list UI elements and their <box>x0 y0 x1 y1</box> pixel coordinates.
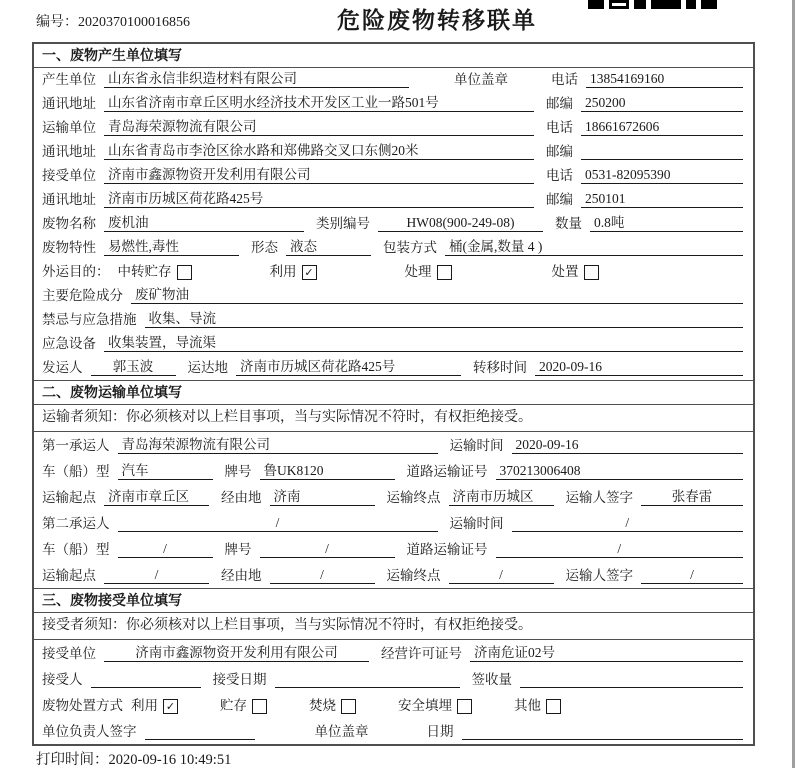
form-row <box>34 562 753 588</box>
field-label: 邮编 <box>546 96 573 111</box>
field-label: 邮编 <box>546 144 573 159</box>
field-label: 运输人签字 <box>565 568 633 583</box>
field-label: 转移时间 <box>473 360 527 375</box>
field-label: 经由地 <box>221 568 262 583</box>
field-value: 青岛海荣源物流有限公司 <box>118 437 438 454</box>
field-label: 运输终点 <box>386 490 441 505</box>
field-label: 运输起点 <box>42 490 96 505</box>
field-label: 通讯地址 <box>42 144 96 159</box>
section-header: 三、废物接受单位填写 <box>34 588 753 613</box>
field-value: 桶(金属,数量 4 ) <box>445 239 743 256</box>
form-row <box>34 284 753 308</box>
checkbox-label: 贮存 <box>220 698 247 713</box>
field-label: 产生单位 <box>42 72 96 87</box>
field-value: 废矿物油 <box>131 287 743 304</box>
checkbox-checked-icon: ✓ <box>302 265 317 280</box>
static-text: 单位盖章 <box>314 724 369 739</box>
section-2 <box>34 380 753 588</box>
form-row <box>34 640 753 666</box>
field-value: 收集装置，导流渠 <box>104 335 743 352</box>
field-label: 外运目的： <box>42 264 110 279</box>
field-value: 250200 <box>581 95 743 112</box>
field-value: 济南市鑫源物资开发利用有限公司 <box>104 645 369 662</box>
checkbox-group <box>118 264 192 280</box>
field-value: 2020-09-16 <box>535 359 743 376</box>
form-row <box>34 212 753 236</box>
checkbox-label: 利用 <box>269 264 297 279</box>
field-value: 张春雷 <box>641 489 743 506</box>
checkbox-checked-icon: ✓ <box>163 699 178 714</box>
checkbox-unchecked-icon <box>252 699 267 714</box>
form-row <box>34 236 753 260</box>
field-value: 0.8吨 <box>590 215 743 232</box>
field-value: / <box>260 541 395 558</box>
checkbox-label: 安全填埋 <box>398 698 452 713</box>
qr-block <box>686 0 696 9</box>
field-value: 济南市历城区荷花路425号 <box>236 359 461 376</box>
field-value: 济南市历城区荷花路425号 <box>104 191 534 208</box>
field-label: 运输终点 <box>386 568 441 583</box>
field-value: / <box>512 515 744 532</box>
checkbox-group <box>514 698 561 714</box>
field-label: 车（船）型 <box>42 542 110 557</box>
field-label: 电话 <box>546 168 573 183</box>
doc-number-value: 2020370100016856 <box>78 15 190 30</box>
field-label: 发运人 <box>42 360 83 375</box>
field-label: 牌号 <box>224 464 252 479</box>
field-label: 主要危险成分 <box>42 288 123 303</box>
form-row <box>34 458 753 484</box>
field-label: 运输起点 <box>42 568 96 583</box>
field-value: 370213006408 <box>496 463 744 480</box>
field-value: 收集、导流 <box>145 311 744 328</box>
field-value: 易燃性,毒性 <box>104 239 239 256</box>
field-value: 青岛海荣源物流有限公司 <box>104 119 534 136</box>
field-label: 道路运输证号 <box>406 464 488 479</box>
doc-number-label: 编号： <box>36 15 78 30</box>
form-row <box>34 164 753 188</box>
field-label: 日期 <box>426 724 454 739</box>
notice-text: 运输者须知：你必须核对以上栏目事项，当与实际情况不符时，有权拒绝接受。 <box>34 405 753 432</box>
field-label: 接受单位 <box>42 646 96 661</box>
field-label: 通讯地址 <box>42 192 96 207</box>
qr-block <box>651 0 681 9</box>
print-time-label: 打印时间： <box>36 752 109 768</box>
field-label: 应急设备 <box>42 336 96 351</box>
checkbox-group <box>405 264 452 280</box>
field-label: 单位负责人签字 <box>42 724 137 739</box>
field-value: 济南 <box>270 489 375 506</box>
section-header: 一、废物产生单位填写 <box>34 44 753 68</box>
field-value: 济南市鑫源物资开发利用有限公司 <box>104 167 534 184</box>
checkbox-group <box>131 698 178 714</box>
field-value: / <box>496 541 744 558</box>
checkbox-unchecked-icon <box>177 265 192 280</box>
field-value <box>462 724 744 740</box>
checkbox-label: 处置 <box>551 264 579 279</box>
field-label: 运输时间 <box>449 516 504 531</box>
qr-block <box>701 0 717 9</box>
field-value: / <box>104 567 209 584</box>
form-row <box>34 332 753 356</box>
checkbox-group <box>220 698 267 714</box>
field-label: 废物名称 <box>42 216 96 231</box>
field-value: 山东省济南市章丘区明水经济技术开发区工业一路501号 <box>104 95 534 112</box>
field-value: 山东省青岛市李沧区徐水路和郑佛路交叉口东侧20米 <box>104 143 534 160</box>
field-label: 接受人 <box>42 672 83 687</box>
field-value: 13854169160 <box>586 71 743 88</box>
field-value: 济南危证02号 <box>470 645 743 662</box>
field-label: 道路运输证号 <box>406 542 488 557</box>
field-value: 0531-82095390 <box>581 167 743 184</box>
form-row <box>34 92 753 116</box>
field-value: 鲁UK8120 <box>260 463 395 480</box>
field-value: 废机油 <box>104 215 304 232</box>
field-label: 牌号 <box>224 542 252 557</box>
field-value: 液态 <box>286 239 371 256</box>
form-row <box>34 188 753 212</box>
field-label: 第一承运人 <box>42 438 110 453</box>
field-value: / <box>270 567 375 584</box>
checkbox-group <box>398 698 472 714</box>
field-label: 邮编 <box>546 192 573 207</box>
qr-block <box>634 0 646 9</box>
field-value: / <box>641 567 743 584</box>
field-label: 运达地 <box>187 360 228 375</box>
checkbox-unchecked-icon <box>457 699 472 714</box>
form-row <box>34 308 753 332</box>
field-value <box>581 144 743 160</box>
field-value: 18661672606 <box>581 119 743 136</box>
checkbox-group <box>309 698 356 714</box>
checkbox-unchecked-icon <box>584 265 599 280</box>
checkbox-group <box>270 264 317 280</box>
field-label: 签收量 <box>471 672 512 687</box>
field-value: / <box>118 515 438 532</box>
field-label: 运输人签字 <box>565 490 633 505</box>
page-title: 危险废物转移联单 <box>337 7 537 33</box>
checkbox-unchecked-icon <box>546 699 561 714</box>
section-header: 二、废物运输单位填写 <box>34 380 753 405</box>
field-value: 汽车 <box>118 463 213 480</box>
qr-block <box>609 0 629 9</box>
field-label: 运输单位 <box>42 120 96 135</box>
form-row <box>34 356 753 380</box>
field-label: 数量 <box>555 216 582 231</box>
checkbox-label: 利用 <box>131 698 158 713</box>
field-value: 济南市章丘区 <box>104 489 209 506</box>
print-time-value: 2020-09-16 10:49:51 <box>108 752 232 768</box>
form-row <box>34 718 753 744</box>
field-value <box>520 672 743 688</box>
checkbox-unchecked-icon <box>341 699 356 714</box>
field-label: 电话 <box>551 72 578 87</box>
checkbox-label: 其他 <box>514 698 541 713</box>
section-3 <box>34 588 753 744</box>
checkbox-label: 焚烧 <box>309 698 336 713</box>
form-row <box>34 140 753 164</box>
field-label: 接受日期 <box>212 672 267 687</box>
checkbox-group <box>552 264 599 280</box>
form-row <box>34 432 753 458</box>
form-row <box>34 116 753 140</box>
form-row <box>34 68 753 92</box>
field-value: / <box>449 567 554 584</box>
field-label: 废物处置方式 <box>42 698 123 713</box>
field-value <box>145 724 255 740</box>
form-row <box>34 536 753 562</box>
qr-code-fragment-icon <box>588 0 717 9</box>
field-label: 通讯地址 <box>42 96 96 111</box>
section-1 <box>34 44 753 380</box>
field-label: 运输时间 <box>449 438 504 453</box>
page-edge-line <box>792 0 795 768</box>
form-row <box>34 692 753 718</box>
field-value: 郭玉波 <box>91 359 176 376</box>
checkbox-label: 中转贮存 <box>117 264 172 279</box>
field-value: 2020-09-16 <box>512 437 744 454</box>
static-text: 单位盖章 <box>454 72 508 87</box>
field-label: 禁忌与应急措施 <box>42 312 137 327</box>
field-label: 形态 <box>251 240 278 255</box>
form-row <box>34 260 753 284</box>
form-row <box>34 666 753 692</box>
field-label: 包装方式 <box>383 240 437 255</box>
qr-block <box>588 0 604 9</box>
field-value: / <box>118 541 213 558</box>
field-label: 废物特性 <box>42 240 96 255</box>
field-label: 第二承运人 <box>42 516 110 531</box>
field-value: 250101 <box>581 191 743 208</box>
field-label: 经由地 <box>221 490 262 505</box>
form-row <box>34 510 753 536</box>
field-value <box>91 672 201 688</box>
field-label: 类别编号 <box>316 216 370 231</box>
field-label: 接受单位 <box>42 168 96 183</box>
print-time <box>36 748 231 769</box>
field-label: 经营许可证号 <box>381 646 462 661</box>
notice-text: 接受者须知：你必须核对以上栏目事项，当与实际情况不符时，有权拒绝接受。 <box>34 613 753 640</box>
field-label: 电话 <box>546 120 573 135</box>
field-label: 车（船）型 <box>42 464 110 479</box>
field-value <box>275 672 460 688</box>
manifest-form-table <box>32 42 755 746</box>
checkbox-unchecked-icon <box>437 265 452 280</box>
checkbox-label: 处理 <box>404 264 432 279</box>
form-row <box>34 484 753 510</box>
field-value: 山东省永信非织造材料有限公司 <box>104 71 409 88</box>
field-value: HW08(900-249-08) <box>378 215 543 232</box>
field-value: 济南市历城区 <box>449 489 554 506</box>
